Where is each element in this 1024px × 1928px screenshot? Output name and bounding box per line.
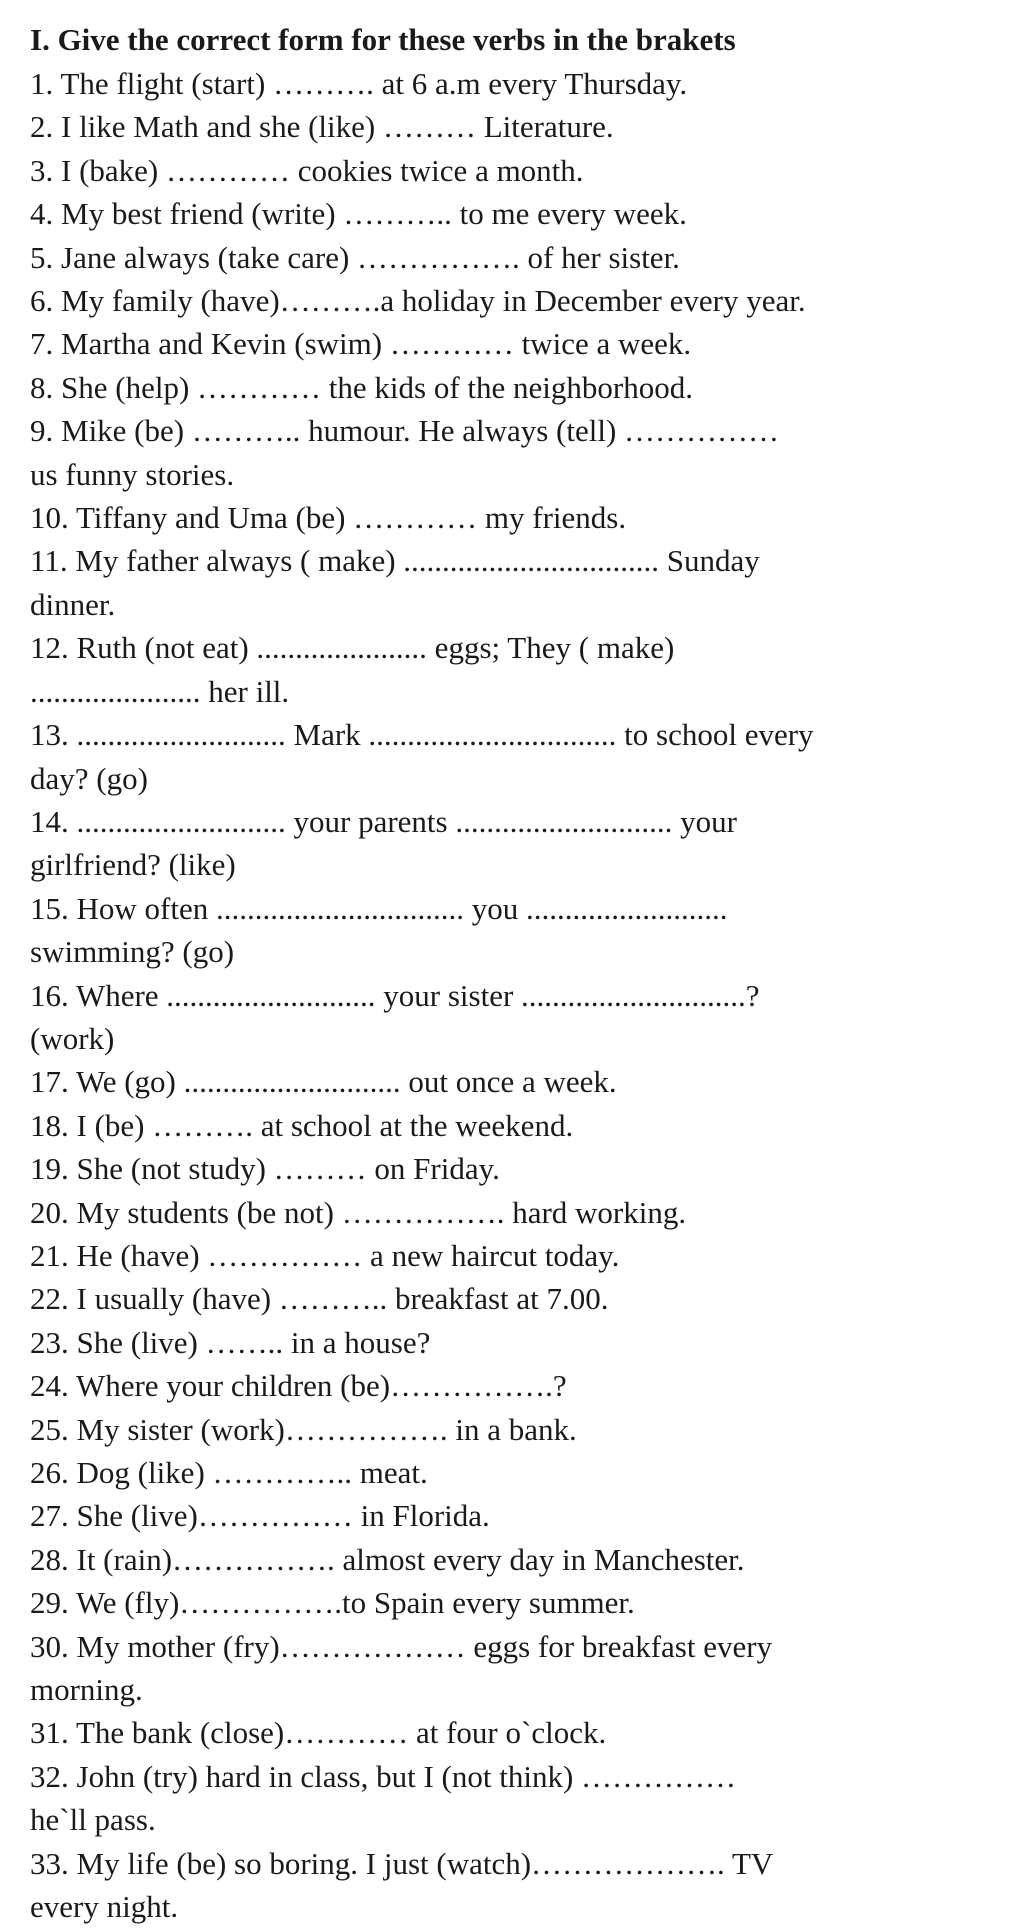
exercise-list — [30, 62, 994, 1928]
exercise-line: 17. We (go) ............................ out once a week. — [30, 1064, 617, 1100]
exercise-line: 13. ........................... Mark ................................ to school every — [30, 717, 814, 753]
exercise-line: 25. My sister (work)……………. in a bank. — [30, 1411, 577, 1447]
exercise-line: 4. My best friend (write) ……….. to me every week. — [30, 196, 687, 232]
exercise-line: every night. — [30, 1889, 179, 1925]
exercise-line: 10. Tiffany and Uma (be) ………… my friends. — [30, 500, 627, 536]
exercise-line: 23. She (live) …….. in a house? — [30, 1324, 431, 1360]
exercise-line: he`ll pass. — [30, 1802, 156, 1838]
exercise-line: 11. My father always ( make) ................................. Sunday — [30, 543, 760, 579]
exercise-line: dinner. — [30, 586, 116, 622]
exercise-line: 7. Martha and Kevin (swim) ………… twice a week. — [30, 326, 692, 362]
worksheet-title: I. Give the correct form for these verbs in the brakets — [30, 22, 736, 57]
exercise-line: 20. My students (be not) ……………. hard working. — [30, 1194, 687, 1230]
exercise-line: ...................... her ill. — [30, 673, 290, 709]
exercise-line: 22. I usually (have) ……….. breakfast at 7.00. — [30, 1281, 609, 1317]
exercise-line: swimming? (go) — [30, 934, 235, 970]
exercise-line: 31. The bank (close)………… at four o`clock. — [30, 1715, 607, 1751]
exercise-line: 2. I like Math and she (like) ……… Literature. — [30, 109, 614, 145]
exercise-line: 24. Where your children (be)…………….? — [30, 1368, 567, 1404]
exercise-line: 21. He (have) …………… a new haircut today. — [30, 1237, 620, 1273]
exercise-line: 15. How often ................................ you .......................... — [30, 890, 728, 926]
exercise-line: girlfriend? (like) — [30, 847, 236, 883]
exercise-line: (work) — [30, 1020, 115, 1056]
exercise-line: 33. My life (be) so boring. I just (watch)………………. TV — [30, 1845, 774, 1881]
exercise-line: 5. Jane always (take care) ……………. of her sister. — [30, 239, 680, 275]
exercise-line: 3. I (bake) ………… cookies twice a month. — [30, 152, 584, 188]
exercise-line: day? (go) — [30, 760, 148, 796]
exercise-line: us funny stories. — [30, 456, 235, 492]
exercise-line: 16. Where ........................... your sister .............................? — [30, 977, 760, 1013]
exercise-line: 12. Ruth (not eat) ...................... eggs; They ( make) — [30, 630, 675, 666]
exercise-line: 6. My family (have)……….a holiday in December every year. — [30, 283, 806, 319]
exercise-line: 19. She (not study) ……… on Friday. — [30, 1151, 500, 1187]
exercise-line: morning. — [30, 1672, 143, 1708]
exercise-line: 14. ........................... your parents ............................ your — [30, 803, 737, 839]
exercise-line: 18. I (be) ………. at school at the weekend. — [30, 1107, 574, 1143]
exercise-line: 27. She (live)…………… in Florida. — [30, 1498, 490, 1534]
exercise-line: 29. We (fly)…………….to Spain every summer. — [30, 1585, 635, 1621]
exercise-line: 8. She (help) ………… the kids of the neighborhood. — [30, 369, 693, 405]
exercise-line: 32. John (try) hard in class, but I (not think) …………… — [30, 1758, 737, 1794]
exercise-line: 1. The flight (start) ………. at 6 a.m every Thursday. — [30, 66, 688, 101]
exercise-line: 9. Mike (be) ……….. humour. He always (tell) …………… — [30, 413, 780, 449]
exercise-line: 28. It (rain)……………. almost every day in Manchester. — [30, 1541, 745, 1577]
exercise-line: 26. Dog (like) ………….. meat. — [30, 1455, 428, 1490]
exercise-line: 30. My mother (fry)……………… eggs for breakfast every — [30, 1628, 773, 1664]
